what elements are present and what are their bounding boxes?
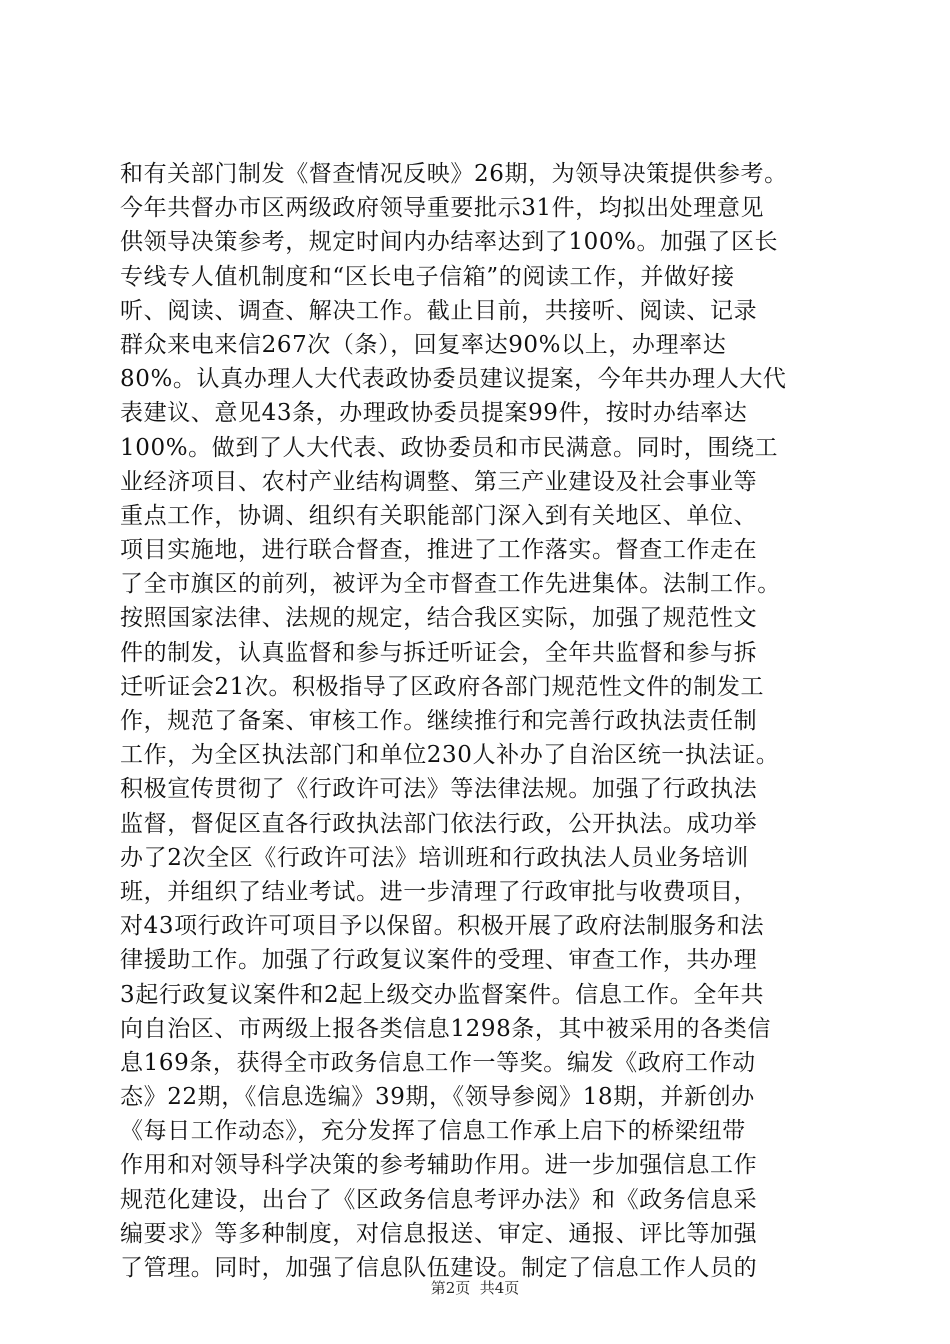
text-line: 专线专人值机制度和“区长电子信箱”的阅读工作，并做好接 [120, 263, 735, 290]
text-line: 《每日工作动态》，充分发挥了信息工作承上启下的桥梁纽带 [120, 1118, 746, 1145]
text-line: 重点工作，协调、组织有关职能部门深入到有关地区、单位、 [120, 502, 758, 529]
text-line: 对43项行政许可项目予以保留。积极开展了政府法制服务和法 [120, 913, 765, 940]
text-line: 表建议、意见43条，办理政协委员提案99件，按时办结率达 [120, 400, 748, 427]
text-line: 100%。做到了人大代表、政协委员和市民满意。同时，围绕工 [120, 434, 779, 461]
text-line: 息169条，获得全市政务信息工作一等奖。编发《政府工作动 [120, 1049, 756, 1076]
text-line: 业经济项目、农村产业结构调整、第三产业建设及社会事业等 [120, 468, 758, 495]
text-line: 了管理。同时，加强了信息队伍建设。制定了信息工作人员的 [120, 1255, 758, 1281]
text-line: 态》22期，《信息选编》39期，《领导参阅》18期，并新创办 [120, 1084, 755, 1111]
body-paragraph [120, 157, 840, 1285]
text-line: 律援助工作。加强了行政复议案件的受理、审查工作，共办理 [120, 947, 758, 974]
text-line: 班，并组织了结业考试。进一步清理了行政审批与收费项目， [120, 878, 758, 905]
text-line: 今年共督办市区两级政府领导重要批示31件，均拟出处理意见 [120, 195, 765, 222]
text-line: 和有关部门制发《督查情况反映》26期，为领导决策提供参考。 [120, 161, 788, 187]
text-line: 群众来电来信267次（条），回复率达90%以上，办理率达 [120, 331, 727, 358]
text-line: 3起行政复议案件和2起上级交办监督案件。信息工作。全年共 [120, 981, 765, 1008]
page-footer: 第2页 共4页 [430, 1279, 520, 1297]
text-line: 项目实施地，进行联合督查，推进了工作落实。督查工作走在 [120, 537, 758, 564]
text-line: 件的制发，认真监督和参与拆迁听证会，全年共监督和参与拆 [120, 639, 758, 666]
text-line: 办了2次全区《行政许可法》培训班和行政执法人员业务培训 [120, 844, 749, 871]
text-line: 工作，为全区执法部门和单位230人补办了自治区统一执法证。 [120, 742, 780, 769]
text-line: 作用和对领导科学决策的参考辅助作用。进一步加强信息工作 [120, 1152, 758, 1179]
text-line: 积极宣传贯彻了《行政许可法》等法律法规。加强了行政执法 [120, 776, 758, 803]
text-line: 听、阅读、调查、解决工作。截止目前，共接听、阅读、记录 [120, 297, 758, 324]
text-line: 作，规范了备案、审核工作。继续推行和完善行政执法责任制 [120, 708, 758, 734]
text-line: 监督，督促区直各行政执法部门依法行政，公开执法。成功举 [120, 810, 758, 837]
text-line: 向自治区、市两级上报各类信息1298条，其中被采用的各类信 [120, 1015, 771, 1042]
text-line: 迁听证会21次。积极指导了区政府各部门规范性文件的制发工 [120, 673, 765, 700]
text-line: 80%。认真办理人大代表政协委员建议提案，今年共办理人大代 [120, 366, 787, 393]
text-line: 供领导决策参考，规定时间内办结率达到了100%。加强了区长 [120, 229, 779, 256]
text-line: 编要求》等多种制度，对信息报送、审定、通报、评比等加强 [120, 1220, 758, 1247]
text-line: 规范化建设，出台了《区政务信息考评办法》和《政务信息采 [120, 1186, 758, 1213]
text-line: 了全市旗区的前列，被评为全市督查工作先进集体。法制工作。 [120, 571, 781, 598]
text-line: 按照国家法律、法规的规定，结合我区实际，加强了规范性文 [120, 605, 758, 632]
